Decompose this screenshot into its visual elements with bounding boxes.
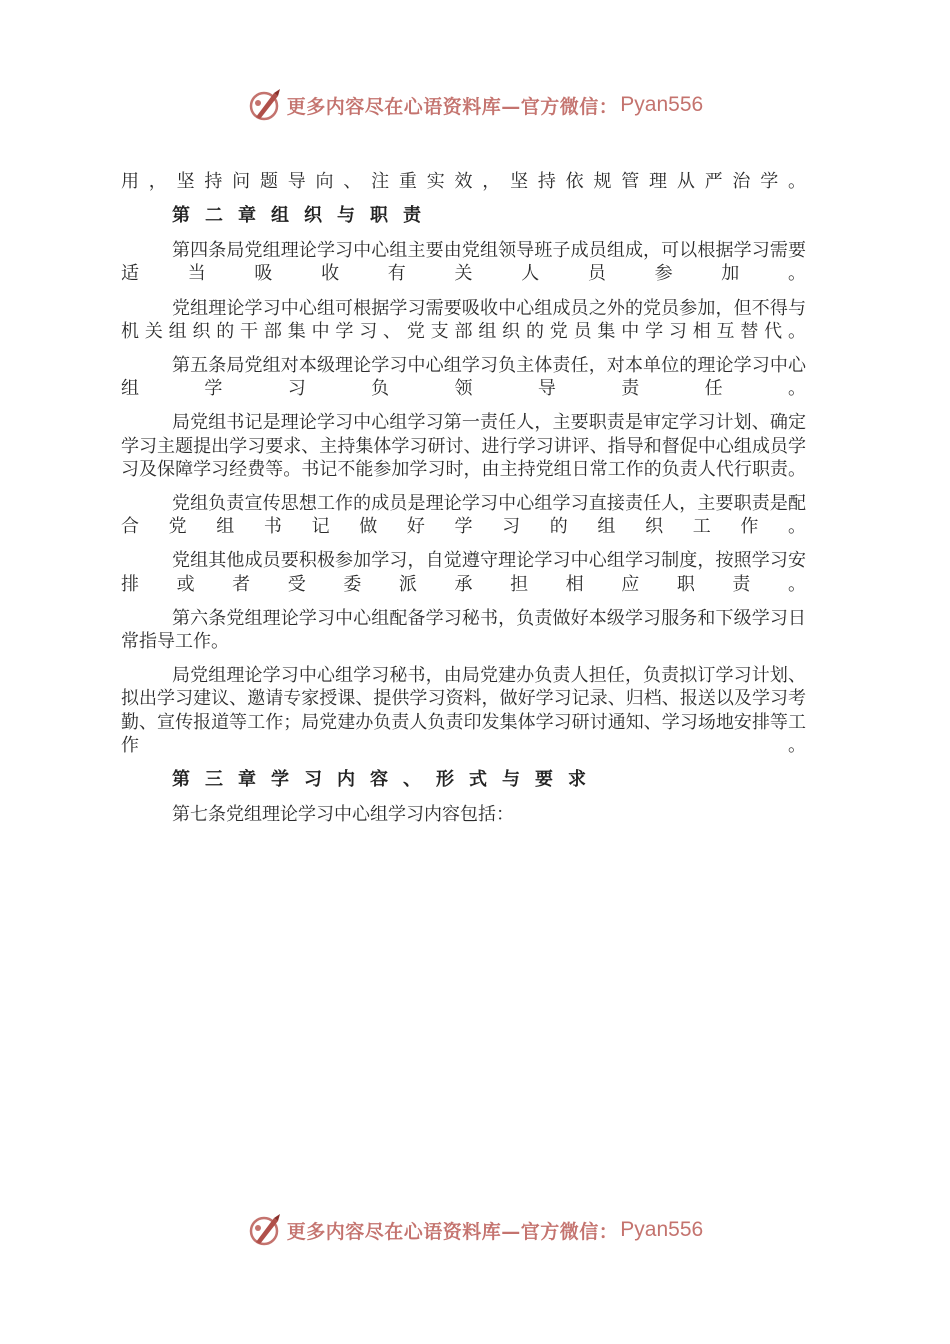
watermark-text: 更多内容尽在心语资料库—官方微信： xyxy=(286,95,619,118)
watermark-handle: Pyan556 xyxy=(620,93,704,116)
watermark-text: 更多内容尽在心语资料库—官方微信： xyxy=(286,1220,619,1243)
watermark-handle: Pyan556 xyxy=(620,1218,704,1241)
article-6-paragraph-2: 局党组理论学习中心组学习秘书，由局党建办负责人担任，负责拟订学习计划、拟出学习建议、邀请专家授课、提供学习资料，做好学习记录、归档、报送以及学习考勤、宣传报道等工作；局党建办负责人负责印发集体学习研讨通知、学习场地安排等工作。 xyxy=(121,665,806,756)
article-5-paragraph-2: 局党组书记是理论学习中心组学习第一责任人，主要职责是审定学习计划、确定学习主题提出学习要求、主持集体学习研讨、进行学习讲评、指导和督促中心组成员学习及保障学习经费等。书记不能参加学习时，由主持党组日常工作的负责人代行职责。 xyxy=(121,412,806,480)
article-5: 第五条局党组对本级理论学习中心组学习负主体责任，对本单位的理论学习中心组学习负领导责任。 xyxy=(121,355,806,400)
article-4: 第四条局党组理论学习中心组主要由党组领导班子成员组成，可以根据学习需要适当吸收有关人员参加。 xyxy=(121,240,806,285)
article-5-paragraph-3: 党组负责宣传思想工作的成员是理论学习中心组学习直接责任人，主要职责是配合党组书记做好学习的组织工作。 xyxy=(121,493,806,538)
article-6: 第六条党组理论学习中心组配备学习秘书，负责做好本级学习服务和下级学习日常指导工作。 xyxy=(121,607,806,653)
article-5-paragraph-4: 党组其他成员要积极参加学习，自觉遵守理论学习中心组学习制度，按照学习安排或者受委派承担相应职责。 xyxy=(121,550,806,595)
watermark-header xyxy=(0,85,950,125)
document-body xyxy=(121,170,806,837)
article-4-paragraph-2: 党组理论学习中心组可根据学习需要吸收中心组成员之外的党员参加，但不得与机关组织的干部集中学习、党支部组织的党员集中学习相互替代。 xyxy=(121,297,806,342)
paragraph-continuation: 用，坚持问题导向、注重实效，坚持依规管理从严治学。 xyxy=(121,171,806,192)
quill-pen-logo-icon xyxy=(247,87,283,123)
chapter-2-heading: 第二章组织与职责 xyxy=(172,205,436,227)
article-7: 第七条党组理论学习中心组学习内容包括： xyxy=(172,804,514,826)
quill-pen-logo-icon xyxy=(247,1212,283,1248)
watermark-footer xyxy=(0,1210,950,1250)
chapter-3-heading: 第三章学习内容、形式与要求 xyxy=(172,769,601,791)
